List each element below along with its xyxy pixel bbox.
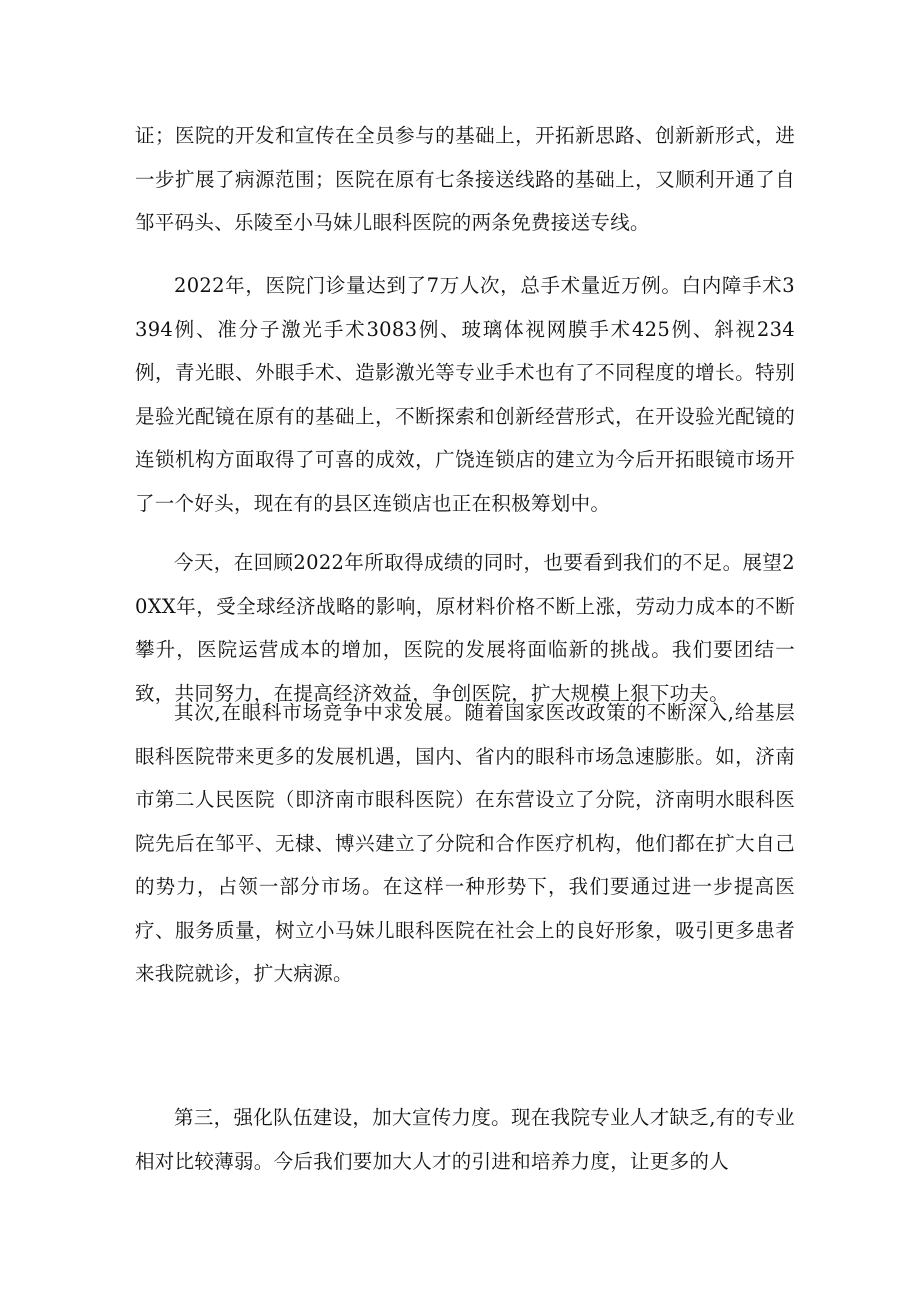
paragraph-1: 证；医院的开发和宣传在全员参与的基础上，开拓新思路、创新新形式，进一步扩展了病源范围；医院在原有七条接送线路的基础上，又顺利开通了自邹平码头、乐陵至小马妹儿眼科医院的两条免费接送专线。	[135, 124, 795, 234]
paragraph-4: 其次,在眼科市场竞争中求发展。随着国家医改政策的不断深入,给基层眼科医院带来更多的发展机遇，国内、省内的眼科市场急速膨胀。如，济南市第二人民医院（即济南市眼科医院）在东营设立了分院，济南明水眼科医院先后在邹平、无棣、博兴建立了分院和合作医疗机构，他们都在扩大自己的势力，占领一部分市场。在这样一种形势下，我们要通过进一步提高医疗、服务质量，树立小马妹儿眼科医院在社会上的良好形象，吸引更多患者来我院就诊，扩大病源。	[135, 701, 795, 985]
paragraph-5: 第三，强化队伍建设，加大宣传力度。现在我院专业人才缺乏,有的专业相对比较薄弱。今后我们要加大人才的引进和培养力度，让更多的人	[135, 1106, 795, 1173]
paragraph-2: 2022年，医院门诊量达到了7万人次，总手术量近万例。白内障手术3394例、准分子激光手术3083例、玻璃体视网膜手术425例、斜视234例，青光眼、外眼手术、造影激光等专业手术也有了不同程度的增长。特别是验光配镜在原有的基础上，不断探索和创新经营形式，在开设验光配镜的连锁机构方面取得了可喜的成效，广饶连锁店的建立为今后开拓眼镜市场开了一个好头，现在有的县区连锁店也正在积极筹划中。	[135, 274, 795, 515]
paragraph-3: 今天，在回顾2022年所取得成绩的同时，也要看到我们的不足。展望20XX年，受全球经济战略的影响，原材料价格不断上涨，劳动力成本的不断攀升，医院运营成本的增加，医院的发展将面临新的挑战。我们要团结一致，共同努力，在提高经济效益，争创医院，扩大规模上狠下功夫。	[135, 551, 795, 705]
